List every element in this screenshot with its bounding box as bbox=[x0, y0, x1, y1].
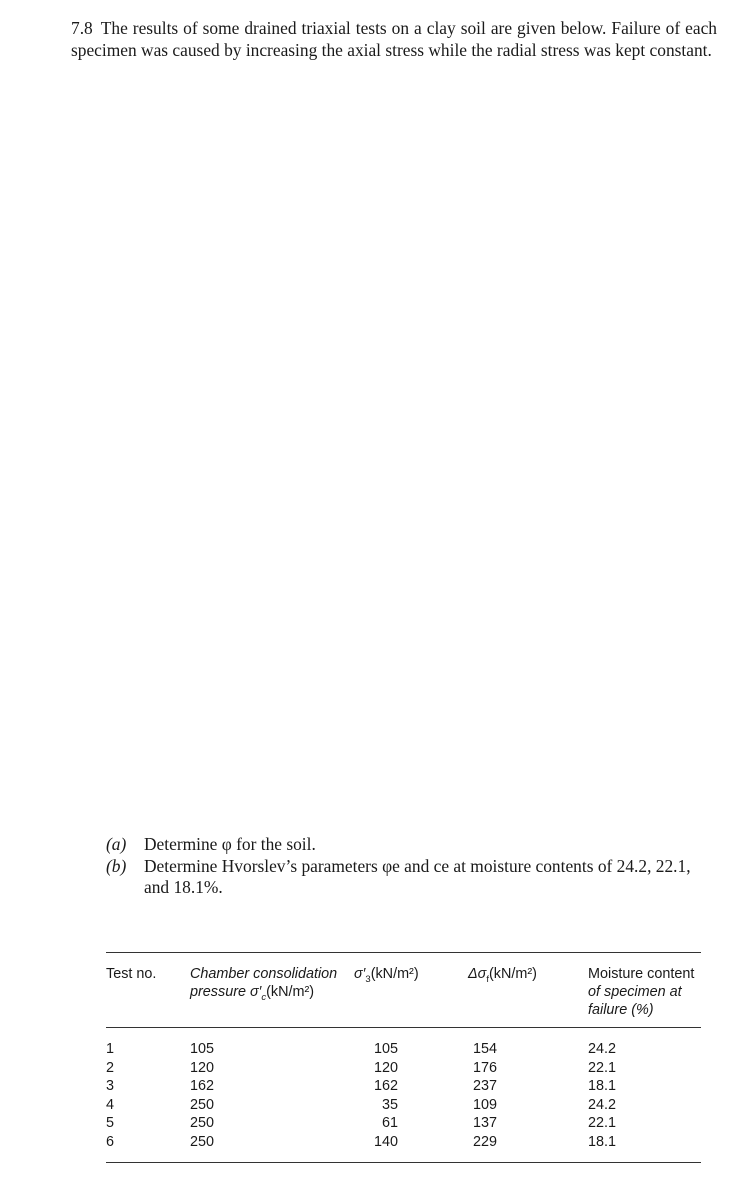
question-label: (b) bbox=[106, 855, 127, 876]
table-header bbox=[106, 953, 701, 1027]
header-moisture-line2: of specimen at bbox=[588, 984, 682, 1000]
table-cell: 1 bbox=[106, 1041, 115, 1057]
table-bottom-rule bbox=[106, 1162, 701, 1163]
table-cell: 18.1 bbox=[588, 1133, 617, 1150]
header-sigma3-sub: 3 bbox=[365, 973, 371, 985]
table-body bbox=[106, 1028, 701, 1162]
header-delta-unit: (kN/m²) bbox=[488, 966, 537, 982]
question-label: (a) bbox=[106, 834, 127, 854]
table-cell: 105 bbox=[373, 1041, 398, 1057]
header-chamber-line1: Chamber consolidation bbox=[190, 966, 338, 982]
column-chamber-pressure bbox=[190, 1040, 214, 1151]
header-delta-symbol: Δσ bbox=[468, 966, 487, 982]
header-sigma3-unit: (kN/m²) bbox=[370, 966, 419, 982]
header-test-no: Test no. bbox=[106, 966, 157, 982]
column-sigma3 bbox=[368, 1040, 398, 1151]
header-chamber-sub: c bbox=[261, 991, 267, 1003]
table-cell: 162 bbox=[373, 1078, 398, 1094]
table-cell: 176 bbox=[473, 1059, 498, 1076]
table-cell: 154 bbox=[473, 1041, 498, 1057]
header-moisture-line1: Moisture content bbox=[588, 966, 695, 982]
table-cell: 35 bbox=[381, 1096, 398, 1113]
table-cell: 3 bbox=[106, 1078, 115, 1094]
problem-text: The results of some drained triaxial tests on a clay soil are given below. Failure of each specimen was caused by increasing the axial stress while the radial stress was kept constant. bbox=[71, 18, 717, 60]
table-cell: 24.2 bbox=[588, 1041, 617, 1057]
table-cell: 250 bbox=[190, 1096, 215, 1113]
table-cell: 105 bbox=[190, 1041, 215, 1057]
table-cell: 4 bbox=[106, 1096, 115, 1113]
table-cell: 2 bbox=[106, 1059, 115, 1076]
column-moisture bbox=[588, 1040, 616, 1151]
header-chamber-unit: (kN/m²) bbox=[266, 984, 315, 1000]
header-moisture-line3: failure (%) bbox=[588, 1002, 654, 1018]
table-cell: 250 bbox=[190, 1115, 215, 1131]
table-cell: 137 bbox=[473, 1115, 498, 1131]
column-delta-sigma bbox=[473, 1040, 497, 1151]
table-cell: 61 bbox=[381, 1115, 398, 1131]
question-item bbox=[106, 856, 718, 899]
table-cell: 120 bbox=[373, 1059, 398, 1076]
header-chamber-line2: pressure σ′ bbox=[190, 984, 262, 1000]
question-list bbox=[106, 834, 718, 899]
table-cell: 18.1 bbox=[588, 1078, 617, 1094]
table-cell: 6 bbox=[106, 1133, 115, 1150]
header-chamber-pressure bbox=[190, 965, 337, 1001]
table-cell: 237 bbox=[473, 1078, 498, 1094]
header-sigma3 bbox=[354, 965, 419, 983]
problem-statement bbox=[71, 18, 717, 61]
table-cell: 24.2 bbox=[588, 1096, 617, 1113]
table-cell: 162 bbox=[190, 1078, 215, 1094]
table-cell: 5 bbox=[106, 1115, 115, 1131]
header-delta-sigma bbox=[468, 965, 537, 983]
question-text: Determine φ for the soil. bbox=[144, 834, 316, 854]
table-cell: 140 bbox=[373, 1133, 398, 1150]
table-cell: 250 bbox=[190, 1133, 215, 1150]
table-cell: 109 bbox=[473, 1096, 498, 1113]
table-cell: 120 bbox=[190, 1059, 215, 1076]
column-test-no bbox=[106, 1040, 114, 1151]
table-cell: 229 bbox=[473, 1133, 498, 1150]
results-table bbox=[106, 952, 701, 1163]
header-sigma3-symbol: σ′ bbox=[354, 966, 366, 982]
question-text: Determine Hvorslev’s parameters φe and ce at moisture contents of 24.2, 22.1, and 18.1%. bbox=[144, 855, 691, 898]
header-moisture bbox=[588, 965, 694, 1019]
problem-number: 7.8 bbox=[71, 18, 93, 38]
table-cell: 22.1 bbox=[588, 1115, 617, 1131]
table-cell: 22.1 bbox=[588, 1059, 617, 1076]
header-delta-sub: f bbox=[486, 973, 489, 985]
question-item bbox=[106, 834, 718, 856]
